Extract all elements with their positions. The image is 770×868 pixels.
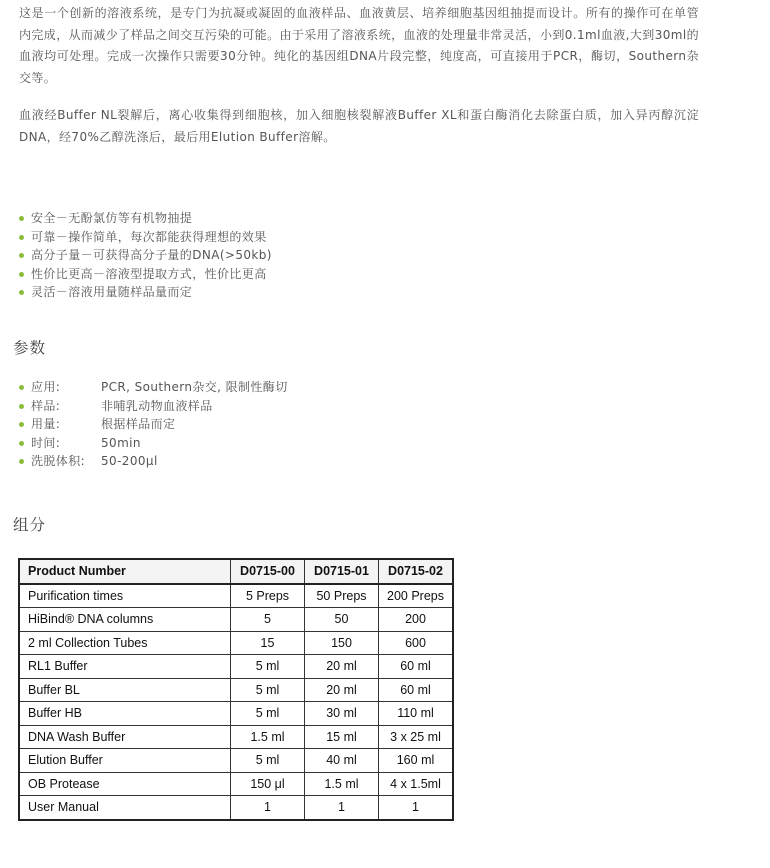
param-label: 应用: [31, 380, 61, 394]
table-cell: 60 ml [379, 678, 454, 702]
table-cell: 50 Preps [305, 584, 379, 608]
feature-item: 性价比更高－溶液型提取方式，性价比更高 [19, 265, 272, 284]
table-cell: 1 [231, 796, 305, 820]
table-row [19, 655, 453, 679]
row-label: Elution Buffer [19, 749, 231, 773]
components-table [18, 558, 454, 821]
table-row [19, 772, 453, 796]
param-item [19, 378, 288, 397]
table-row [19, 702, 453, 726]
table-cell: 4 x 1.5ml [379, 772, 454, 796]
table-cell: 3 x 25 ml [379, 725, 454, 749]
param-item [19, 415, 288, 434]
bullet-dot-icon [19, 404, 24, 409]
bullet-dot-icon [19, 459, 24, 464]
param-item [19, 434, 288, 453]
table-cell: 5 ml [231, 678, 305, 702]
table-cell: 160 ml [379, 749, 454, 773]
row-label: User Manual [19, 796, 231, 820]
table-cell: 150 μl [231, 772, 305, 796]
table-row [19, 584, 453, 608]
row-label: Buffer HB [19, 702, 231, 726]
bullet-dot-icon [19, 216, 24, 221]
bullet-dot-icon [19, 441, 24, 446]
components-heading: 组分 [13, 516, 47, 534]
table-cell: 1.5 ml [231, 725, 305, 749]
params-list [19, 378, 288, 471]
bullet-dot-icon [19, 272, 24, 277]
table-cell: 600 [379, 631, 454, 655]
param-value: 50min [101, 435, 141, 450]
table-header-row [19, 559, 453, 584]
param-value: 非哺乳动物血液样品 [101, 398, 213, 413]
param-item [19, 452, 288, 471]
table-cell: 40 ml [305, 749, 379, 773]
table-cell: 5 ml [231, 655, 305, 679]
param-item [19, 397, 288, 416]
bullet-dot-icon [19, 235, 24, 240]
table-cell: 1.5 ml [305, 772, 379, 796]
row-label: Buffer BL [19, 678, 231, 702]
row-label: RL1 Buffer [19, 655, 231, 679]
table-cell: 5 ml [231, 749, 305, 773]
table-row [19, 631, 453, 655]
table-cell: 200 Preps [379, 584, 454, 608]
table-cell: 110 ml [379, 702, 454, 726]
param-label: 用量: [31, 417, 61, 431]
column-header: Product Number [19, 559, 231, 584]
column-header: D0715-01 [305, 559, 379, 584]
table-row [19, 608, 453, 632]
table-cell: 20 ml [305, 655, 379, 679]
table-cell: 5 [231, 608, 305, 632]
table-cell: 1 [305, 796, 379, 820]
param-value: 50-200μl [101, 454, 158, 468]
table-cell: 15 [231, 631, 305, 655]
table-row [19, 725, 453, 749]
table-cell: 200 [379, 608, 454, 632]
feature-item: 可靠－操作简单，每次都能获得理想的效果 [19, 228, 272, 247]
feature-list [19, 209, 272, 302]
param-label: 洗脱体积: [31, 454, 86, 468]
feature-item: 安全－无酚氯仿等有机物抽提 [19, 209, 272, 228]
table-cell: 1 [379, 796, 454, 820]
bullet-dot-icon [19, 290, 24, 295]
intro-paragraph: 这是一个创新的溶液系统，是专门为抗凝或凝固的血液样品、血液黄层、培养细胞基因组抽提而设计。所有的操作可在单管内完成，从而减少了样品之间交互污染的可能。由于采用了溶液系统，血液的处理量非常灵活，小到0.1ml血液,大到30ml的血液均可处理。完成一次操作只需要30分钟。纯化的基因组DNA片段完整，纯度高，可直接用于PCR，酶切，Southern杂交等。 [19, 6, 699, 85]
table-cell: 150 [305, 631, 379, 655]
table-row [19, 678, 453, 702]
table-cell: 15 ml [305, 725, 379, 749]
table-cell: 30 ml [305, 702, 379, 726]
process-paragraph: 血液经Buffer NL裂解后，离心收集得到细胞核，加入细胞核裂解液Buffer XL和蛋白酶消化去除蛋白质，加入异丙醇沉淀DNA，经70%乙醇洗涤后，最后用Elution Buffer溶解。 [19, 108, 699, 144]
row-label: DNA Wash Buffer [19, 725, 231, 749]
table-cell: 20 ml [305, 678, 379, 702]
bullet-dot-icon [19, 422, 24, 427]
feature-item: 高分子量－可获得高分子量的DNA(>50kb) [19, 246, 272, 265]
row-label: HiBind® DNA columns [19, 608, 231, 632]
row-label: Purification times [19, 584, 231, 608]
row-label: OB Protease [19, 772, 231, 796]
feature-item: 灵活－溶液用量随样品量而定 [19, 283, 272, 302]
column-header: D0715-02 [379, 559, 454, 584]
param-label: 时间: [31, 435, 61, 450]
bullet-dot-icon [19, 385, 24, 390]
param-value: PCR, Southern杂交, 限制性酶切 [101, 380, 288, 394]
column-header: D0715-00 [231, 559, 305, 584]
params-heading: 参数 [13, 339, 47, 357]
table-row [19, 796, 453, 820]
table-cell: 5 ml [231, 702, 305, 726]
bullet-dot-icon [19, 253, 24, 258]
param-label: 样品: [31, 398, 61, 413]
table-cell: 60 ml [379, 655, 454, 679]
table-cell: 50 [305, 608, 379, 632]
param-value: 根据样品而定 [101, 417, 176, 431]
table-row [19, 749, 453, 773]
row-label: 2 ml Collection Tubes [19, 631, 231, 655]
table-cell: 5 Preps [231, 584, 305, 608]
